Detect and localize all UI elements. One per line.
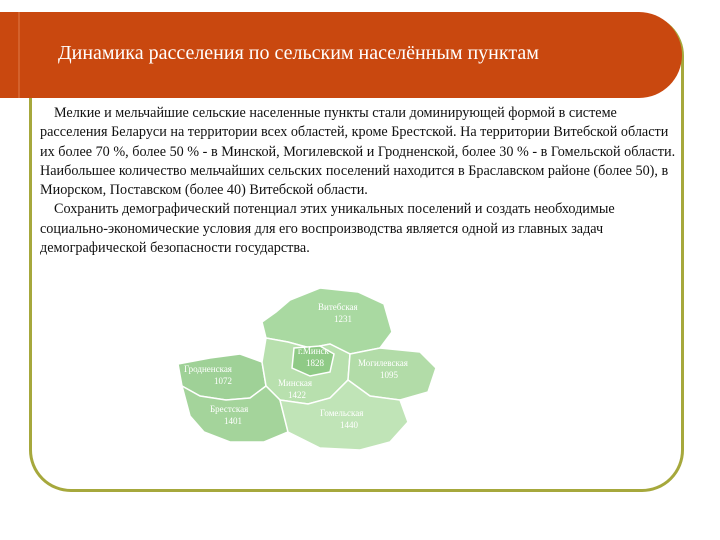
- label-brest: Брестская: [210, 404, 249, 414]
- label-minsk-region: Минская: [278, 378, 313, 388]
- label-mogilev: Могилевская: [358, 358, 408, 368]
- paragraph-2: Сохранить демографический потенциал этих уникальных поселений и создать необходимые социально-экономические условия для его воспроизводства является одной из главных задач демографической безопасности государства.: [40, 201, 615, 257]
- label-grodno: Гродненская: [184, 364, 232, 374]
- value-minsk-city: 1828: [306, 358, 324, 368]
- value-minsk-region: 1422: [288, 390, 306, 400]
- value-grodno: 1072: [214, 376, 232, 386]
- body-text: [40, 104, 680, 258]
- label-gomel: Гомельская: [320, 408, 364, 418]
- belarus-regions-map: [170, 282, 460, 472]
- label-minsk-city: г.Минск: [298, 346, 329, 356]
- label-vitebsk: Витебская: [318, 302, 358, 312]
- value-vitebsk: 1231: [334, 314, 352, 324]
- slide-title: Динамика расселения по сельским населённым пунктам: [58, 42, 539, 64]
- value-gomel: 1440: [340, 420, 358, 430]
- title-bar-accent: [18, 12, 20, 98]
- paragraph-1: Мелкие и мельчайшие сельские населенные пункты стали доминирующей формой в системе расселения Беларуси на территории всех областей, кроме Брестской. На территории Витебской области их более 70 %, более 50 % - в Минской, Могилевской и Гродненской, более 30 % - в Гомельской области. Наибольшее количество мельчайших сельских поселений находится в Браславском районе (более 50), в Миорском, Поставском (более 40) Витебской области.: [40, 105, 676, 199]
- value-mogilev: 1095: [380, 370, 398, 380]
- value-brest: 1401: [224, 416, 242, 426]
